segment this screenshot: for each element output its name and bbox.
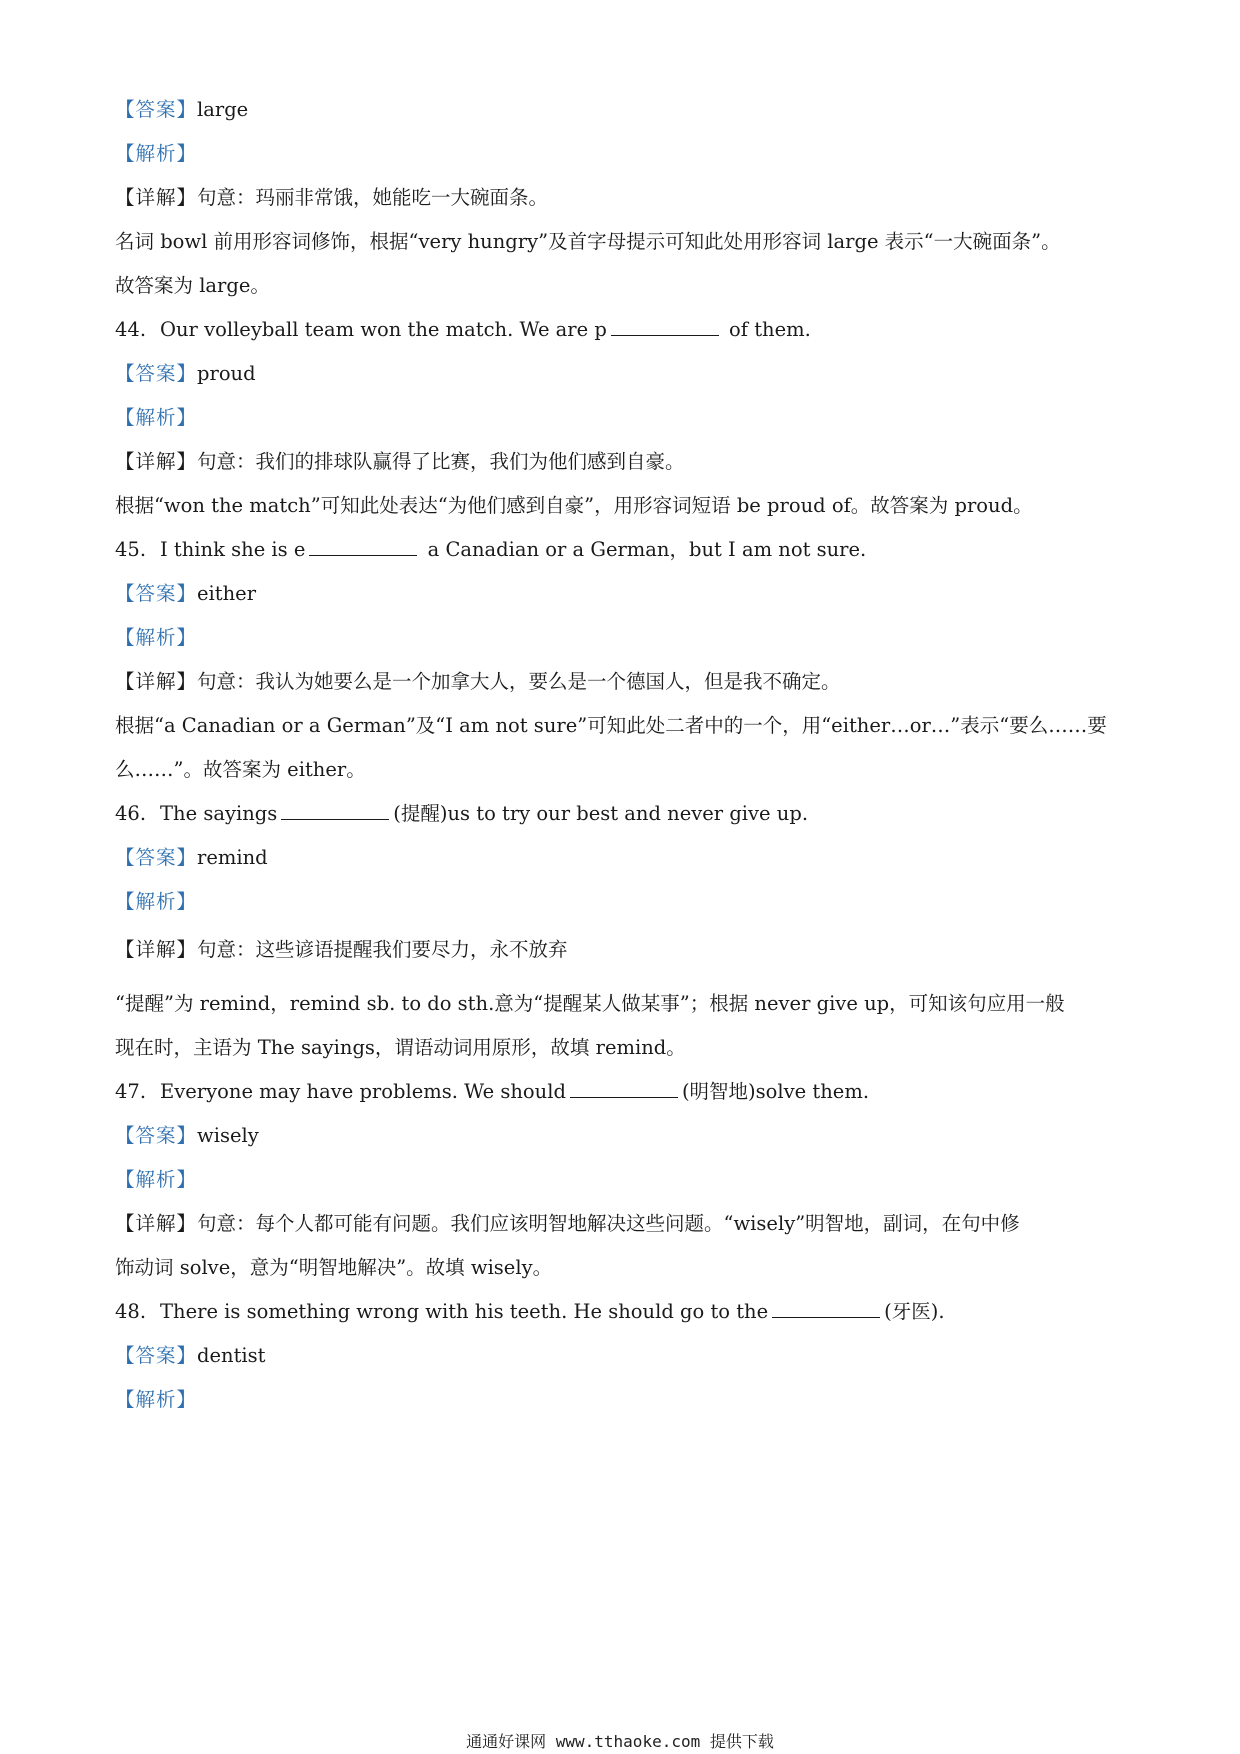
answer-row-47 xyxy=(115,1122,259,1150)
detail-label: 【详解】 xyxy=(115,938,198,961)
question-text-after: (提醒)us to try our best and never give up. xyxy=(393,802,809,825)
explanation-43-line1: 名词 bowl 前用形容词修饰，根据“very hungry”及首字母提示可知此处用形容词 large 表示“一大碗面条”。 xyxy=(115,230,1061,253)
answer-blank xyxy=(309,537,417,556)
explanation-45-line2: 么……”。故答案为 either。 xyxy=(115,758,366,781)
detail-row-46 xyxy=(115,936,568,964)
question-48 xyxy=(115,1298,945,1326)
explanation-44-line1: 根据“won the match”可知此处表达“为他们感到自豪”，用形容词短语 be proud of。故答案为 proud。 xyxy=(115,494,1033,517)
question-47 xyxy=(115,1078,869,1106)
answer-value: proud xyxy=(197,362,256,385)
explanation-46-line2: 现在时，主语为 The sayings，谓语动词用原形，故填 remind。 xyxy=(115,1036,686,1059)
analysis-label: 【解析】 xyxy=(115,1168,198,1191)
answer-value: wisely xyxy=(197,1124,259,1147)
analysis-label: 【解析】 xyxy=(115,406,198,429)
analysis-row-47 xyxy=(115,1166,197,1194)
detail-row-45 xyxy=(115,668,841,696)
analysis-row-46 xyxy=(115,888,197,916)
detail-label: 【详解】 xyxy=(115,670,198,693)
question-text-before: There is something wrong with his teeth. He should go to the xyxy=(160,1300,769,1323)
answer-row-46 xyxy=(115,844,268,872)
question-number: 45. xyxy=(115,538,147,561)
question-text-before: Our volleyball team won the match. We are p xyxy=(160,318,607,341)
detail-row-44 xyxy=(115,448,685,476)
question-number: 46. xyxy=(115,802,147,825)
answer-blank xyxy=(570,1079,678,1098)
question-number: 48. xyxy=(115,1300,147,1323)
detail-text: 句意：玛丽非常饿，她能吃一大碗面条。 xyxy=(197,186,549,209)
analysis-row-48 xyxy=(115,1386,197,1414)
question-text-after: (明智地)solve them. xyxy=(681,1080,870,1103)
answer-row-43 xyxy=(115,96,248,124)
explanation-47-line1: 饰动词 solve，意为“明智地解决”。故填 wisely。 xyxy=(115,1256,553,1279)
analysis-label: 【解析】 xyxy=(115,626,198,649)
answer-label: 【答案】 xyxy=(115,582,198,605)
question-text-before: Everyone may have problems. We should xyxy=(160,1080,566,1103)
footer-watermark: 通通好课网 www.tthaoke.com 提供下载 xyxy=(466,1732,774,1751)
answer-label: 【答案】 xyxy=(115,1344,198,1367)
answer-value: either xyxy=(197,582,257,605)
question-number: 47. xyxy=(115,1080,147,1103)
question-text-before: The sayings xyxy=(160,802,278,825)
analysis-label: 【解析】 xyxy=(115,890,198,913)
answer-value: remind xyxy=(197,846,268,869)
answer-row-45 xyxy=(115,580,256,608)
answer-blank xyxy=(611,317,719,336)
detail-text: 句意：这些谚语提醒我们要尽力，永不放弃 xyxy=(197,938,568,961)
answer-label: 【答案】 xyxy=(115,362,198,385)
question-number: 44. xyxy=(115,318,147,341)
detail-label: 【详解】 xyxy=(115,450,198,473)
answer-value: dentist xyxy=(197,1344,266,1367)
analysis-row-44 xyxy=(115,404,197,432)
detail-text: 句意：我们的排球队赢得了比赛，我们为他们感到自豪。 xyxy=(197,450,685,473)
answer-blank xyxy=(772,1299,880,1318)
answer-blank xyxy=(281,801,389,820)
analysis-row-45 xyxy=(115,624,197,652)
detail-label: 【详解】 xyxy=(115,1212,198,1235)
analysis-label: 【解析】 xyxy=(115,142,198,165)
question-text-before: I think she is e xyxy=(160,538,306,561)
question-46 xyxy=(115,800,808,828)
detail-text: 句意：我认为她要么是一个加拿大人，要么是一个德国人，但是我不确定。 xyxy=(197,670,841,693)
question-45 xyxy=(115,536,866,564)
answer-label: 【答案】 xyxy=(115,846,198,869)
question-text-after: (牙医). xyxy=(884,1300,945,1323)
detail-row-43 xyxy=(115,184,548,212)
answer-label: 【答案】 xyxy=(115,98,198,121)
explanation-46-line1: “提醒”为 remind，remind sb. to do sth.意为“提醒某人做某事”；根据 never give up，可知该句应用一般 xyxy=(115,992,1065,1015)
detail-label: 【详解】 xyxy=(115,186,198,209)
explanation-45-line1: 根据“a Canadian or a German”及“I am not sure”可知此处二者中的一个，用“either…or…”表示“要么……要 xyxy=(115,714,1107,737)
answer-value: large xyxy=(197,98,249,121)
question-text-after: of them. xyxy=(722,318,811,341)
detail-row-47 xyxy=(115,1210,1020,1238)
answer-row-44 xyxy=(115,360,256,388)
answer-row-48 xyxy=(115,1342,266,1370)
question-44 xyxy=(115,316,811,344)
explanation-43-line2: 故答案为 large。 xyxy=(115,274,270,297)
analysis-label: 【解析】 xyxy=(115,1388,198,1411)
answer-label: 【答案】 xyxy=(115,1124,198,1147)
analysis-row-43 xyxy=(115,140,197,168)
detail-text: 句意：每个人都可能有问题。我们应该明智地解决这些问题。“wisely”明智地，副词，在句中修 xyxy=(197,1212,1020,1235)
question-text-after: a Canadian or a German，but I am not sure. xyxy=(421,538,867,561)
